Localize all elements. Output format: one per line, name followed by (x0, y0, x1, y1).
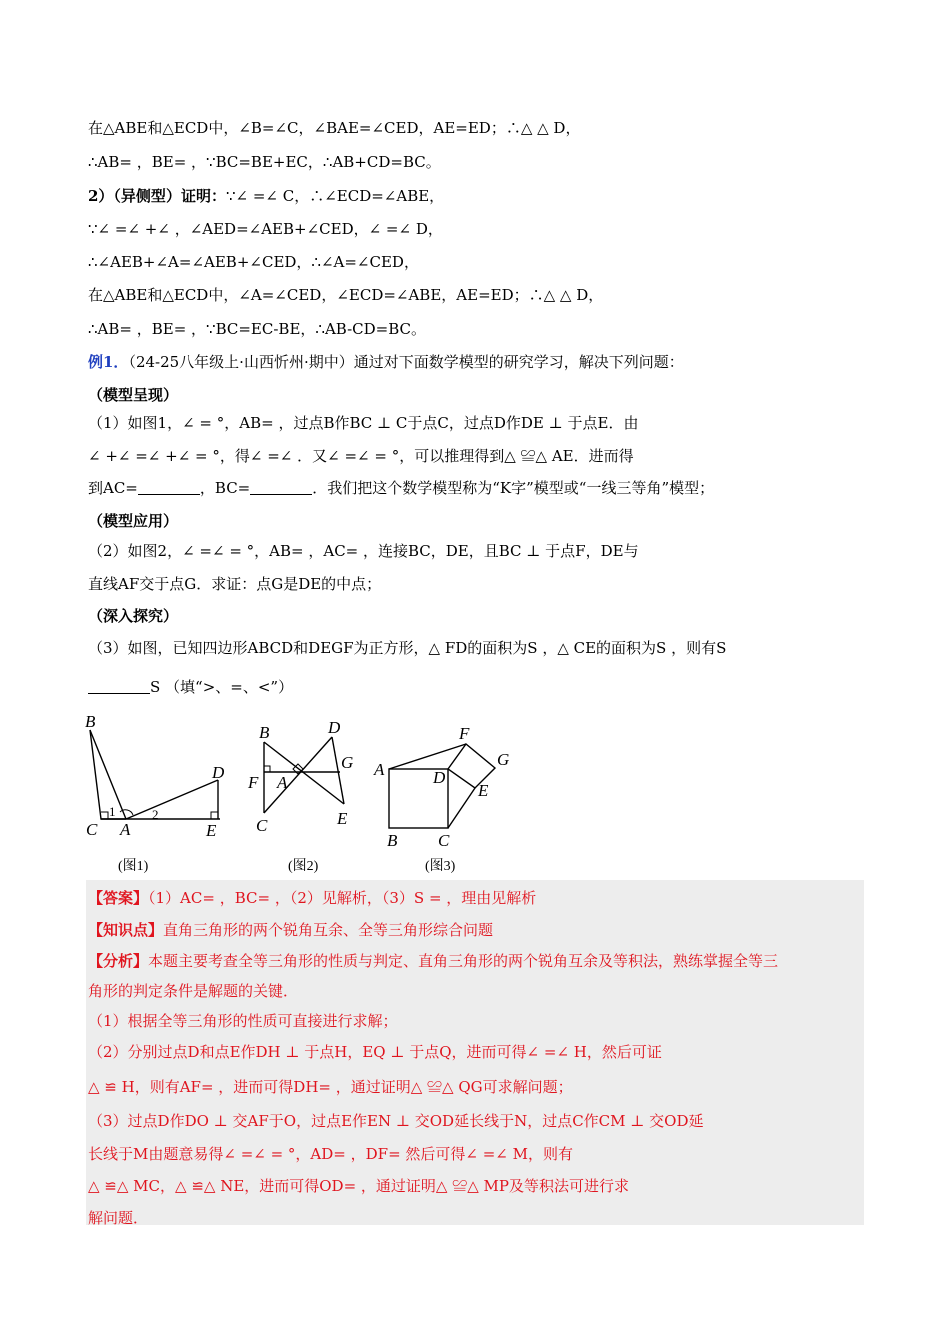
question-2-line-a: （2）如图2，∠ =∠ = °，AB= ，AC= ，连接BC，DE，且BC ⊥ 于点F，DE与 (88, 542, 639, 560)
question-1-line-c (88, 478, 714, 498)
q1c-post: ．我们把这个数学模型称为“K字”模型或“一线三等角”模型； (312, 479, 715, 497)
analysis-point-3c: △ ≌△ MC，△ ≌△ NE，进而可得OD= ，通过证明△ ≌△ MP及等积法可进行求 (88, 1177, 629, 1195)
answer-blank-2 (250, 478, 312, 495)
fig1-label-b: B (85, 712, 96, 731)
knowledge-line (88, 920, 493, 940)
fig1-label-a: A (120, 820, 131, 839)
fig1-label-e: E (206, 821, 217, 840)
fig3-label-g: G (497, 750, 510, 769)
analysis-tag: 【分析】 (88, 952, 149, 970)
figure-3 (365, 712, 525, 852)
fig2-label-d: D (328, 718, 341, 737)
analysis-point-2a: （2）分别过点D和点E作DH ⊥ 于点H，EQ ⊥ 于点Q，进而可得∠ =∠ H，然后可证 (88, 1043, 662, 1061)
fig3-label-c: C (438, 831, 450, 850)
answer-text: （1）AC= ，BC= ，（2）见解析，（3）S = ，理由见解析 (148, 889, 537, 907)
q3b-text: S （填“>、=、<”） (150, 678, 294, 696)
answer-blank-3 (88, 677, 150, 694)
analysis-point-2b: △ ≌ H，则有AF= ，进而可得DH= ，通过证明△ ≌△ QG可求解问题； (88, 1078, 573, 1096)
answer-blank-1 (138, 478, 200, 495)
question-1-line-a: （1）如图1，∠ = °，AB= ，过点B作BC ⊥ C于点C，过点D作DE ⊥ 于点E．由 (88, 414, 639, 432)
fig1-label-d: D (212, 763, 225, 782)
fig2-be-line (264, 742, 344, 804)
analysis-point-3d: 解问题． (88, 1209, 149, 1227)
answer-line (88, 888, 536, 908)
fig1-ad-line (126, 780, 218, 819)
fig2-cd-line (264, 737, 332, 813)
proof-line-4: ∵∠ =∠ +∠ ，∠AED=∠AEB+∠CED，∠ =∠ D， (88, 220, 443, 238)
analysis-point-1: （1）根据全等三角形的性质可直接进行求解； (88, 1012, 398, 1030)
analysis-line (88, 951, 778, 971)
proof-line-3 (88, 186, 444, 206)
fig2-label-a: A (277, 773, 288, 792)
figure-3-caption: (图3) (425, 859, 456, 874)
question-1-line-b: ∠ +∠ =∠ +∠ = °，得∠ =∠ ．又∠ =∠ = °，可以推理得到△ ≌△ AE．进而得 (88, 447, 634, 465)
fig3-label-e: E (478, 781, 489, 800)
section-deep-explore: （深入探究） (88, 607, 179, 625)
fig2-label-b: B (259, 723, 270, 742)
q1c-mid: ，BC= (199, 479, 251, 497)
analysis-point-3a: （3）过点D作DO ⊥ 交AF于O，过点E作EN ⊥ 交OD延长线于N，过点C作CM ⊥ 交OD延 (88, 1112, 704, 1130)
answer-tag: 【答案】 (88, 889, 149, 907)
q1c-pre: 到AC= (88, 479, 138, 497)
fig3-label-a: A (374, 760, 385, 779)
question-3-line-a: （3）如图，已知四边形ABCD和DEGF为正方形，△ FD的面积为S ，△ CE的面积为S ，则有S (88, 639, 727, 657)
fig1-label-angle-1: 1 (109, 804, 116, 819)
figure-1-caption: (图1) (118, 859, 149, 874)
section-model-apply: （模型应用） (88, 512, 179, 530)
example-header (88, 352, 684, 372)
fig1-right-angle-e (211, 812, 218, 819)
question-2-line-b: 直线AF交于点G．求证：点G是DE的中点； (88, 575, 382, 593)
fig3-label-b: B (387, 831, 398, 850)
analysis-text: 本题主要考查全等三角形的性质与判定、直角三角形的两个锐角互余及等积法，熟练掌握全等三 (148, 952, 779, 970)
fig1-label-c: C (86, 820, 98, 839)
fig2-label-c: C (256, 816, 268, 835)
analysis-point-3b: 长线于M由题意易得∠ =∠ = °，AD= ，DF= 然后可得∠ =∠ M，则有 (88, 1145, 574, 1163)
fig2-right-angle-f (264, 766, 270, 772)
proof-line-5: ∴∠AEB+∠A=∠AEB+∠CED，∴∠A=∠CED， (88, 253, 419, 271)
figure-2 (240, 712, 365, 847)
knowledge-tag: 【知识点】 (88, 921, 164, 939)
fig1-right-angle-c (101, 812, 108, 819)
fig2-label-e: E (337, 809, 348, 828)
proof-line-3-text: ∵∠ =∠ C，∴∠ECD=∠ABE， (225, 187, 445, 205)
proof-line-1: 在△ABE和△ECD中，∠B=∠C，∠BAE=∠CED，AE=ED；∴△ △ D， (88, 119, 581, 137)
fig2-label-g: G (341, 753, 354, 772)
proof-line-7: ∴AB= ，BE= ，∵BC=EC-BE，∴AB-CD=BC。 (88, 320, 426, 338)
figure-2-caption: (图2) (288, 859, 319, 874)
question-3-line-b (88, 677, 293, 697)
fig1-label-angle-2: 2 (152, 807, 159, 822)
knowledge-text: 直角三角形的两个锐角互余、全等三角形综合问题 (163, 921, 494, 939)
fig1-angle-a (120, 810, 133, 815)
proof-line-2: ∴AB= ，BE= ，∵BC=BE+EC，∴AB+CD=BC。 (88, 153, 441, 171)
fig3-label-f: F (459, 724, 470, 743)
example-label: 例1． (88, 353, 129, 371)
figure-1 (80, 712, 230, 847)
fig3-af-line (389, 744, 466, 769)
fig2-label-f: F (248, 773, 259, 792)
example-source: （24-25八年级上·山西忻州·期中）通过对下面数学模型的研究学习，解决下列问题： (128, 353, 684, 371)
fig3-ce-line (448, 788, 475, 828)
proof-heading: 2）（异侧型）证明： (88, 187, 226, 205)
section-model-present: （模型呈现） (88, 386, 179, 404)
proof-line-6: 在△ABE和△ECD中，∠A=∠CED，∠ECD=∠ABE，AE=ED；∴△ △ D， (88, 286, 604, 304)
fig3-label-d: D (433, 768, 446, 787)
analysis-line-2: 角形的判定条件是解题的关键． (88, 982, 299, 1000)
